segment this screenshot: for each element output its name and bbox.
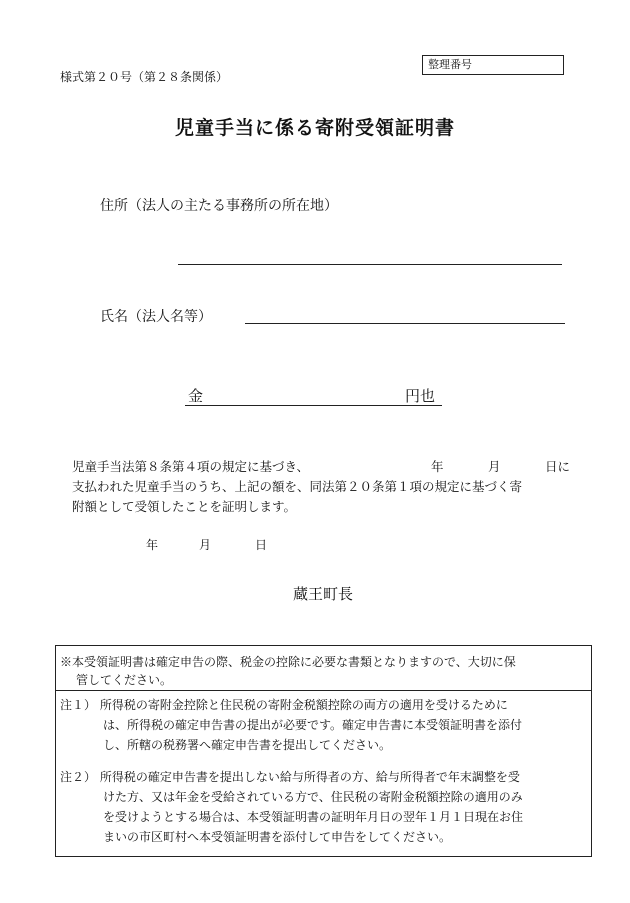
amount-blank-line <box>185 405 442 406</box>
form-number: 様式第２０号（第２８条関係） <box>60 70 229 84</box>
name-blank-line <box>245 323 565 324</box>
document-title: 児童手当に係る寄附受領証明書 <box>174 117 455 139</box>
body-text-line-1: 児童手当法第８条第４項の規定に基づき、 <box>72 459 310 474</box>
payment-date-month: 月 <box>488 459 501 474</box>
note-1-line-1: 注１） 所得税の寄附金控除と住民税の寄附金税額控除の両方の適用を受けるために <box>60 698 508 712</box>
issuer-name: 蔵王町長 <box>293 585 354 603</box>
certify-date-year: 年 <box>146 538 159 552</box>
certify-date-month: 月 <box>199 538 212 552</box>
notice-divider <box>55 690 592 691</box>
body-text-line-2: 支払われた児童手当のうち、上記の額を、同法第２０条第１項の規定に基づく寄 <box>72 479 523 494</box>
notice-main-line-1: ※本受領証明書は確定申告の際、税金の控除に必要な書類となりますので、大切に保 <box>60 655 516 669</box>
name-label: 氏名（法人名等） <box>100 309 212 325</box>
address-label: 住所（法人の主たる事務所の所在地） <box>100 198 338 214</box>
note-1-line-2: は、所得税の確定申告書の提出が必要です。確定申告書に本受領証明書を添付 <box>103 718 523 732</box>
note-2-line-4: まいの市区町村へ本受領証明書を添付して申告をしてください。 <box>103 830 452 844</box>
body-text-line-3: 附額として受領したことを証明します。 <box>72 499 297 514</box>
reference-number-box: 整理番号 <box>422 55 564 75</box>
payment-date-year: 年 <box>431 459 444 474</box>
notice-main-line-2: 管してください。 <box>76 673 173 687</box>
payment-date-day: 日に <box>545 459 571 474</box>
amount-suffix: 円也 <box>405 387 436 405</box>
note-2-line-1: 注２） 所得税の確定申告書を提出しない給与所得者の方、給与所得者で年末調整を受 <box>60 770 520 784</box>
note-1-line-3: し、所轄の税務署へ確定申告書を提出してください。 <box>103 738 392 752</box>
note-2-line-2: けた方、又は年金を受給されている方で、住民税の寄附金税額控除の適用のみ <box>103 790 523 804</box>
amount-prefix: 金 <box>188 387 204 405</box>
address-blank-line <box>178 264 562 265</box>
certify-date-day: 日 <box>255 538 268 552</box>
note-2-line-3: を受けようとする場合は、本受領証明書の証明年月日の翌年１月１日現在お住 <box>103 810 524 824</box>
